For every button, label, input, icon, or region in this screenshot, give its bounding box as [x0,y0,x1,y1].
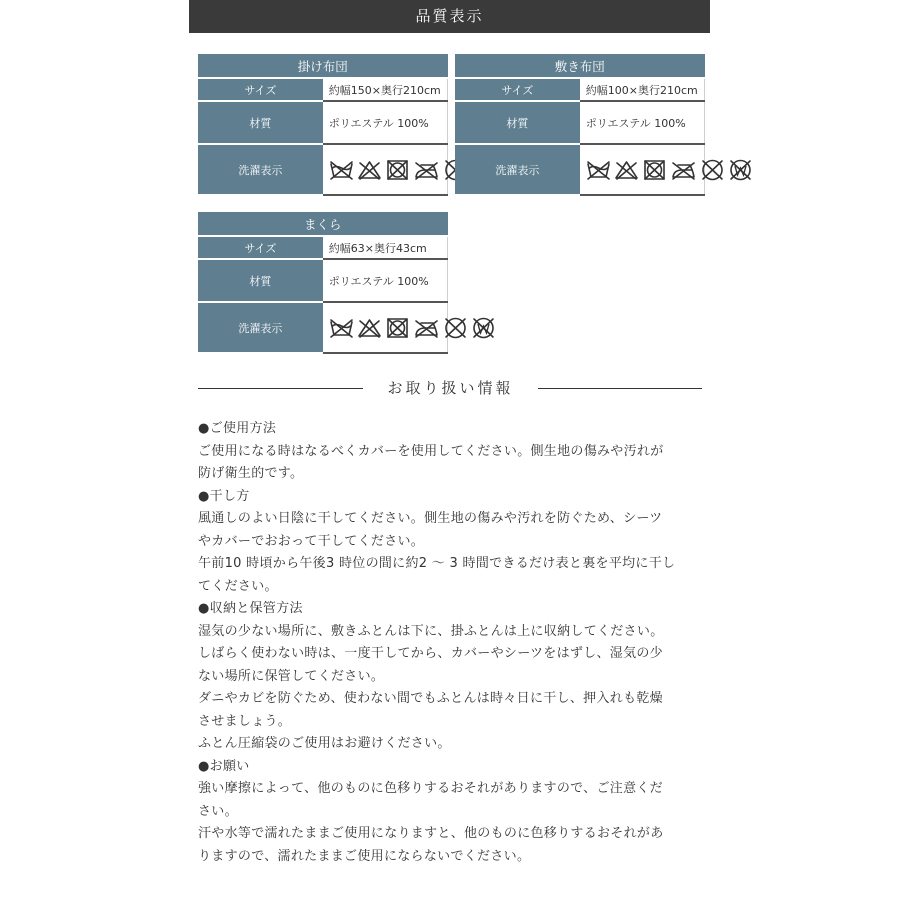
no-bleach-icon [357,159,382,181]
text-line: ふとん圧縮袋のご使用はお避けください。 [198,736,451,751]
material-label: 材質 [455,101,580,144]
material-value: ポリエステル 100% [323,259,448,302]
text-line: やカバーでおおって干してください。 [198,533,425,549]
no-dry-clean-icon [443,317,468,339]
no-dry-clean-icon [700,159,725,181]
text-line: ●干し方 [198,488,250,504]
care-icons [323,302,448,353]
no-tumble-dry-icon [385,317,410,339]
wash-label: 洗濯表示 [455,144,580,195]
wash-label: 洗濯表示 [198,302,323,353]
material-label: 材質 [198,101,323,144]
size-value: 約幅100×奥行210cm [580,78,705,101]
size-value: 約幅150×奥行210cm [323,78,448,101]
table-title: 掛け布団 [198,54,448,78]
divider-left [198,388,363,389]
text-line: 汗や水等で濡れたままご使用になりますと、他のものに色移りするおそれがあ [198,826,664,841]
no-ironing-icon [413,317,440,339]
text-line: ●ご使用方法 [198,421,277,436]
material-value: ポリエステル 100% [323,101,448,144]
care-instructions [198,418,708,868]
material-value: ポリエステル 100% [580,101,705,144]
text-line: てください。 [198,578,278,594]
no-washing-icon [329,159,354,181]
size-label: サイズ [198,78,323,101]
spec-table-makura [198,212,448,354]
no-ironing-icon [670,159,697,181]
care-icons [580,144,705,195]
no-tumble-dry-icon [385,159,410,181]
table-title: まくら [198,212,448,236]
no-ironing-icon [413,159,440,181]
text-line: 午前10 時頃から午後3 時位の間に約2 〜 3 時間できるだけ表と裏を平均に干し [198,556,676,571]
no-bleach-icon [357,317,382,339]
text-line: さい。 [198,803,238,819]
page-title: 品質表示 [189,0,710,33]
size-label: サイズ [198,236,323,259]
info-title: お取り扱い情報 [387,379,514,397]
text-line: ●お願い [198,758,250,774]
size-label: サイズ [455,78,580,101]
no-bleach-icon [614,159,639,181]
text-line: ●収納と保管方法 [198,601,303,616]
text-line: りますので、濡れたままご使用にならないでください。 [198,848,531,864]
spec-table-kakebuton [198,54,448,196]
wash-label: 洗濯表示 [198,144,323,195]
text-line: させましょう。 [198,713,292,729]
no-washing-icon [329,317,354,339]
no-wet-clean-icon [728,159,753,181]
spec-table-shikibuton [455,54,705,196]
care-icons [323,144,448,195]
text-line: ダニやカビを防ぐため、使わない間でもふとんは時々日に干し、押入れも乾燥 [198,691,663,706]
material-label: 材質 [198,259,323,302]
table-title: 敷き布団 [455,54,705,78]
no-tumble-dry-icon [642,159,667,181]
text-line: ご使用になる時はなるべくカバーを使用してください。側生地の傷みや汚れが [198,443,664,459]
text-line: ない場所に保管してください。 [198,668,385,684]
text-line: 風通しのよい日陰に干してください。側生地の傷みや汚れを防ぐため、シーツ [198,511,663,526]
info-section-title [198,376,702,400]
text-line: しばらく使わない時は、一度干してから、カバーやシーツをはずし、湿気の少 [198,646,663,661]
divider-right [538,388,702,389]
no-wet-clean-icon [471,317,496,339]
text-line: 防げ衛生的です。 [198,466,304,481]
no-washing-icon [586,159,611,181]
text-line: 湿気の少ない場所に、敷きふとんは下に、掛ふとんは上に収納してください。 [198,623,664,639]
size-value: 約幅63×奥行43cm [323,236,448,259]
text-line: 強い摩擦によって、他のものに色移りするおそれがありますので、ご注意くだ [198,781,663,796]
